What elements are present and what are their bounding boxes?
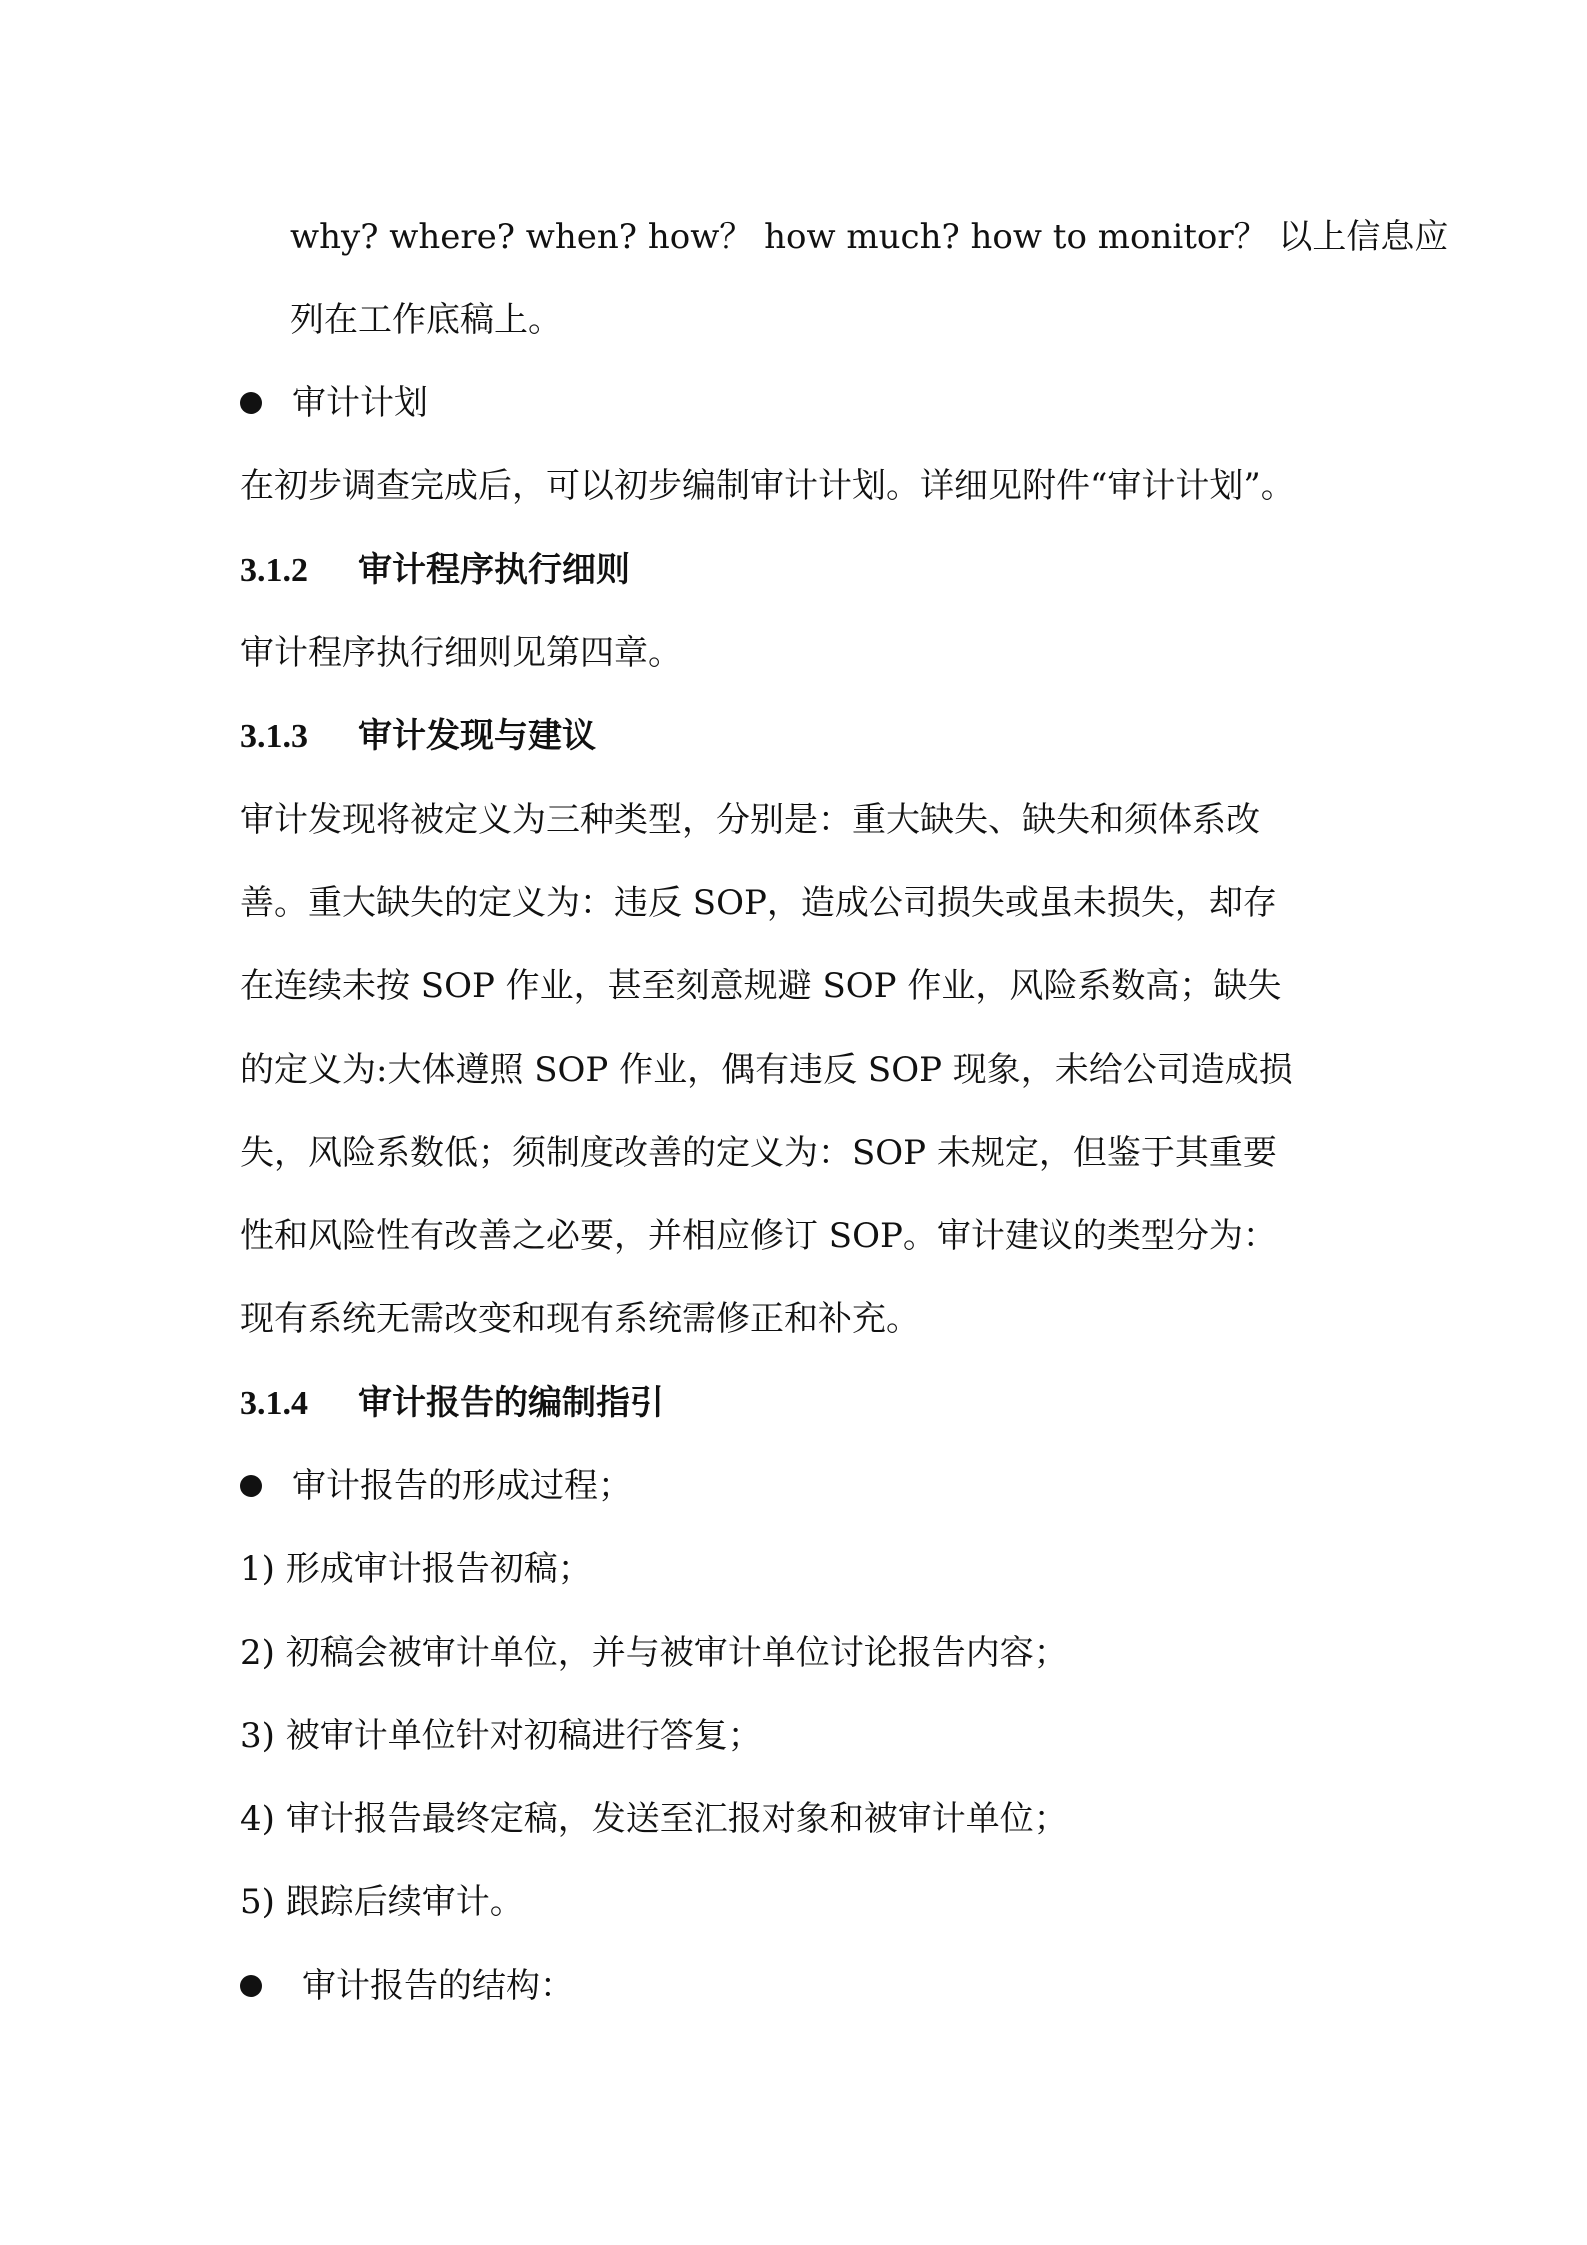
paragraph-line: 在连续未按 SOP 作业，甚至刻意规避 SOP 作业，风险系数高；缺失	[240, 966, 1282, 1006]
numbered-item: 5) 跟踪后续审计。	[240, 1882, 524, 1922]
section-heading-3-1-4	[240, 1383, 664, 1424]
numbered-item: 2) 初稿会被审计单位，并与被审计单位讨论报告内容；	[240, 1633, 1068, 1673]
paragraph-line: 善。重大缺失的定义为：违反 SOP，造成公司损失或虽未损失，却存	[240, 883, 1277, 923]
intro-line-2: 列在工作底稿上。	[290, 300, 562, 340]
paragraph-line: 的定义为:大体遵照 SOP 作业，偶有违反 SOP 现象，未给公司造成损	[240, 1050, 1293, 1090]
section-number: 3.1.2	[240, 552, 308, 589]
paragraph-line: 审计发现将被定义为三种类型，分别是：重大缺失、缺失和须体系改	[240, 800, 1260, 840]
section-title: 审计发现与建议	[358, 716, 596, 756]
section-title: 审计程序执行细则	[358, 550, 630, 590]
section-3-1-2-text: 审计程序执行细则见第四章。	[240, 633, 682, 673]
bullet-audit-plan	[240, 383, 428, 423]
section-heading-3-1-3	[240, 716, 596, 757]
bullet-report-process	[240, 1466, 632, 1506]
numbered-item: 4) 审计报告最终定稿，发送至汇报对象和被审计单位；	[240, 1799, 1068, 1839]
intro-line-1: why? where? when? how？ how much? how to monitor？ 以上信息应	[290, 217, 1449, 257]
section-heading-3-1-2	[240, 550, 630, 591]
numbered-item: 3) 被审计单位针对初稿进行答复；	[240, 1716, 762, 1756]
bullet-dot-icon	[240, 1975, 262, 1997]
audit-plan-text: 在初步调查完成后，可以初步编制审计计划。详细见附件“审计计划”。	[240, 466, 1295, 506]
section-title: 审计报告的编制指引	[358, 1383, 664, 1423]
bullet-report-structure-label: 审计报告的结构：	[302, 1966, 574, 2006]
paragraph-line: 现有系统无需改变和现有系统需修正和补充。	[240, 1299, 920, 1339]
section-number: 3.1.3	[240, 718, 308, 755]
bullet-audit-plan-label: 审计计划	[292, 383, 428, 423]
bullet-report-process-label: 审计报告的形成过程；	[292, 1466, 632, 1506]
bullet-dot-icon	[240, 1475, 262, 1497]
paragraph-line: 性和风险性有改善之必要，并相应修订 SOP。审计建议的类型分为：	[240, 1216, 1277, 1256]
numbered-item: 1) 形成审计报告初稿；	[240, 1549, 592, 1589]
bullet-dot-icon	[240, 392, 262, 414]
section-number: 3.1.4	[240, 1385, 308, 1422]
paragraph-line: 失，风险系数低；须制度改善的定义为：SOP 未规定，但鉴于其重要	[240, 1133, 1277, 1173]
bullet-report-structure	[240, 1966, 574, 2006]
